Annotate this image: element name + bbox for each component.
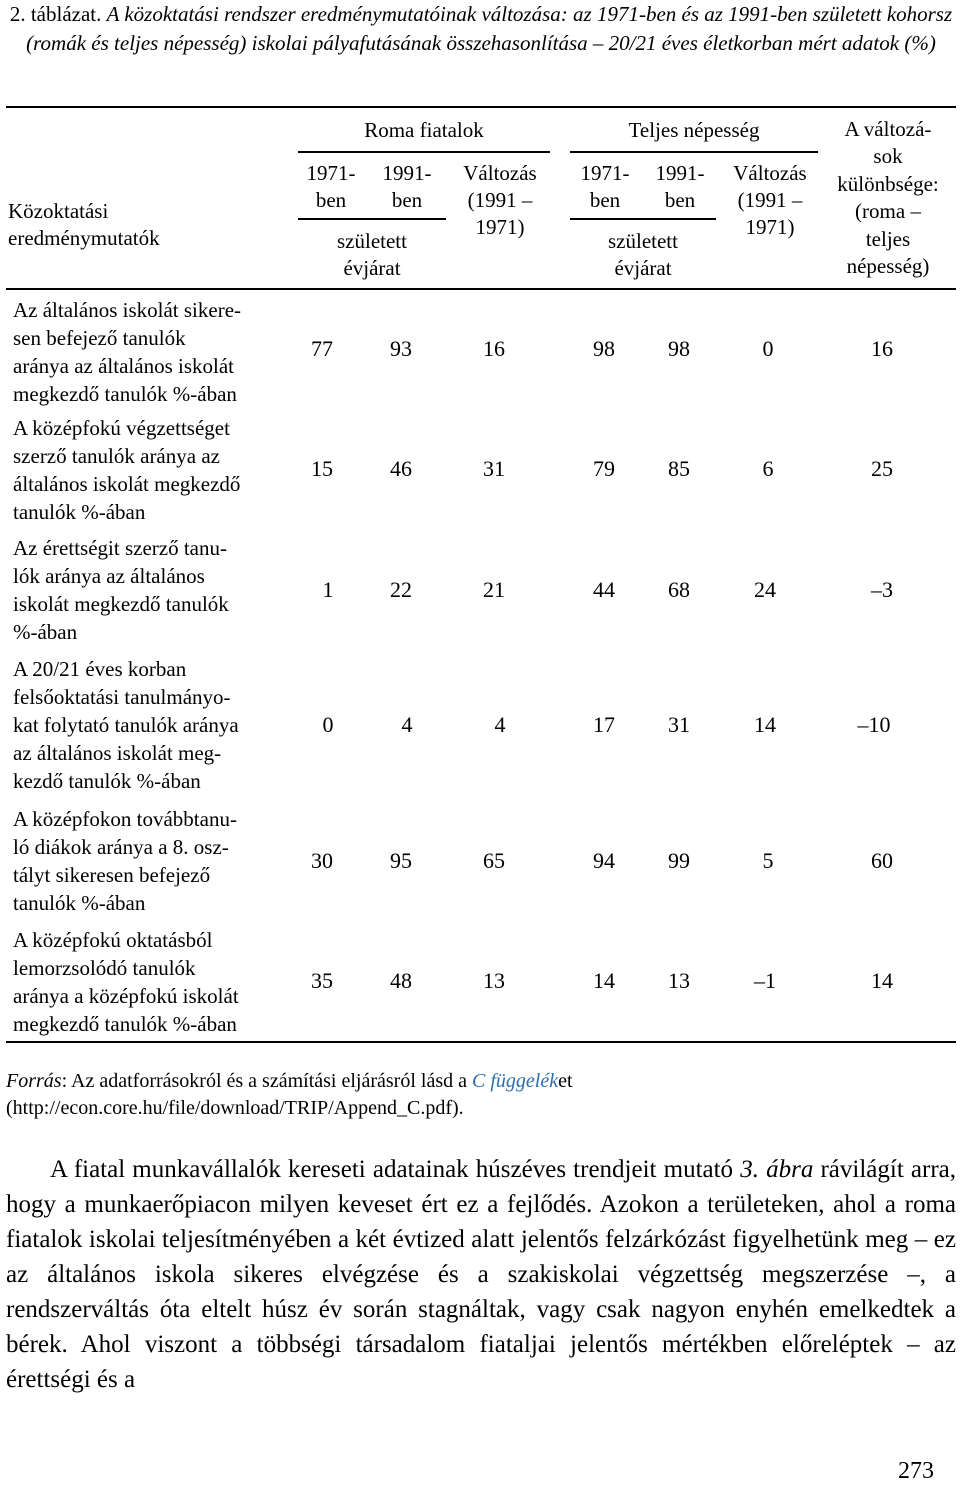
difference-header: A változá- sok különbsége: (roma – teljes népesség)	[837, 117, 939, 279]
row-label: A középfokon továbbtanu- ló diákok aránya a 8. osz- tályt sikeresen befejező tanulók %-ában	[13, 807, 237, 915]
table-cell: 98	[668, 336, 690, 361]
table-cell: 6	[762, 456, 774, 481]
table-cell: 68	[668, 577, 690, 602]
roma-group-rule	[298, 151, 550, 153]
table-cell: 0	[762, 336, 774, 361]
table-cell: 85	[668, 456, 690, 481]
table-cell: 16	[483, 336, 505, 361]
table-cell: 99	[668, 848, 690, 873]
table-cell: 14	[593, 968, 615, 993]
row-label: Az érettségit szerző tanu- lók aránya az általános iskolát megkezdő tanulók %-ában	[13, 536, 229, 644]
roma-group-header: Roma fiatalok	[364, 118, 484, 142]
total-group-header: Teljes népesség	[628, 118, 760, 142]
table-cell: 4	[401, 712, 413, 737]
table-cell: 15	[311, 456, 333, 481]
table-cell: 22	[390, 577, 412, 602]
header-bottom-rule	[6, 288, 956, 290]
table-cell: 5	[762, 848, 774, 873]
source-url[interactable]: (http://econ.core.hu/file/download/TRIP/Append_C.pdf).	[6, 1097, 464, 1119]
source-prefix: Forrás	[6, 1070, 62, 1092]
table-caption	[6, 0, 956, 58]
total-group-rule	[570, 151, 818, 153]
table-cell: 46	[390, 456, 412, 481]
row-label: A középfokú végzettséget szerző tanulók aránya az általános iskolát megkezdő tanulók %-ában	[13, 416, 241, 524]
table-cell: 31	[483, 456, 505, 481]
table-top-rule	[6, 106, 956, 108]
table-cell: 25	[871, 456, 893, 481]
source-text: : Az adatforrásokról és a számítási eljárásról lásd a	[61, 1070, 472, 1092]
table-cell: 13	[668, 968, 690, 993]
roma-year1-header: 1971- ben	[306, 161, 356, 212]
table-cell: 24	[754, 577, 776, 602]
roma-change-header: Változás (1991 – 1971)	[463, 161, 537, 239]
total-born-header: született évjárat	[608, 229, 678, 280]
table-source-note	[6, 1068, 956, 1122]
total-change-header: Változás (1991 – 1971)	[733, 161, 807, 239]
table-cell: 13	[483, 968, 505, 993]
table-cell: 30	[311, 848, 333, 873]
indicator-column-header: Közoktatási eredménymutatók	[8, 199, 160, 250]
row-label: A 20/21 éves korban felsőoktatási tanulmányo- kat folytató tanulók aránya az általános iskolát meg- kezdő tanulók %-ában	[13, 657, 239, 793]
total-year1-header: 1971- ben	[580, 161, 630, 212]
table-cell: 4	[494, 712, 506, 737]
roma-born-header: született évjárat	[337, 229, 407, 280]
roma-year2-header: 1991- ben	[382, 161, 432, 212]
table-cell: 35	[311, 968, 333, 993]
appendix-link[interactable]: C függelék	[471, 1070, 559, 1092]
table-cell: 0	[322, 712, 334, 737]
table-cell: 94	[593, 848, 615, 873]
source-suffix: et	[558, 1070, 573, 1092]
table-cell: 31	[668, 712, 690, 737]
page-number: 273	[898, 1458, 934, 1484]
table-cell: 60	[871, 848, 893, 873]
table-bottom-rule	[6, 1041, 956, 1043]
figure-reference: 3. ábra	[740, 1156, 814, 1183]
table-cell: 44	[593, 577, 615, 602]
row-label: A középfokú oktatásból lemorzsolódó tanulók aránya a középfokú iskolát megkezdő tanulók %-ában	[13, 928, 239, 1036]
table-cell: 17	[593, 712, 615, 737]
table-cell: –1	[754, 968, 776, 993]
table-number: 2. táblázat.	[9, 2, 102, 26]
table-cell: 16	[871, 336, 893, 361]
table-cell: 14	[754, 712, 776, 737]
total-year2-header: 1991- ben	[655, 161, 705, 212]
table-cell: 79	[593, 456, 615, 481]
table-cell: 98	[593, 336, 615, 361]
table-cell: 21	[483, 577, 505, 602]
table-cell: –10	[857, 712, 891, 737]
table-cell: 48	[390, 968, 412, 993]
table-cell: –3	[871, 577, 893, 602]
table-title: A közoktatási rendszer eredménymutatóinak változása: az 1971-ben és az 1991-ben született kohorsz (romák és teljes népesség) iskolai pályafutásának összehasonlítása – 20/21 éves életkorban mért adatok (%)	[26, 2, 953, 55]
table-cell: 93	[390, 336, 412, 361]
table-cell: 95	[390, 848, 412, 873]
row-label: Az általános iskolát sikere- sen befejező tanulók aránya az általános iskolát megkezdő tanulók %-ában	[13, 298, 242, 406]
table-cell: 1	[322, 577, 334, 602]
body-paragraph: A fiatal munkavállalók kereseti adatainak húszéves trendjeit mutató 3. ábra rávilágít arra, hogy a munkaerőpiacon milyen keveset ért ez a fejlődés. Azokon a területeken, ahol a roma fiatalok iskolai teljesítményében a két évtized alatt jelentős felzárkózást figyelhetünk meg – ez az általános iskola sikeres elvégzése és a szakiskolai végzettség megszerzése –, a rendszerváltás óta eltelt húsz év során stagnáltak, vagy csak nagyon enyhén emelkedtek a bérek. Ahol viszont a többségi társadalom fiataljai jelentős mértékben előreléptek – az érettségi és a	[6, 1156, 956, 1393]
roma-year-rule	[298, 218, 446, 220]
total-year-rule	[570, 218, 716, 220]
table-cell: 77	[311, 336, 333, 361]
table-cell: 65	[483, 848, 505, 873]
table-cell: 14	[871, 968, 893, 993]
